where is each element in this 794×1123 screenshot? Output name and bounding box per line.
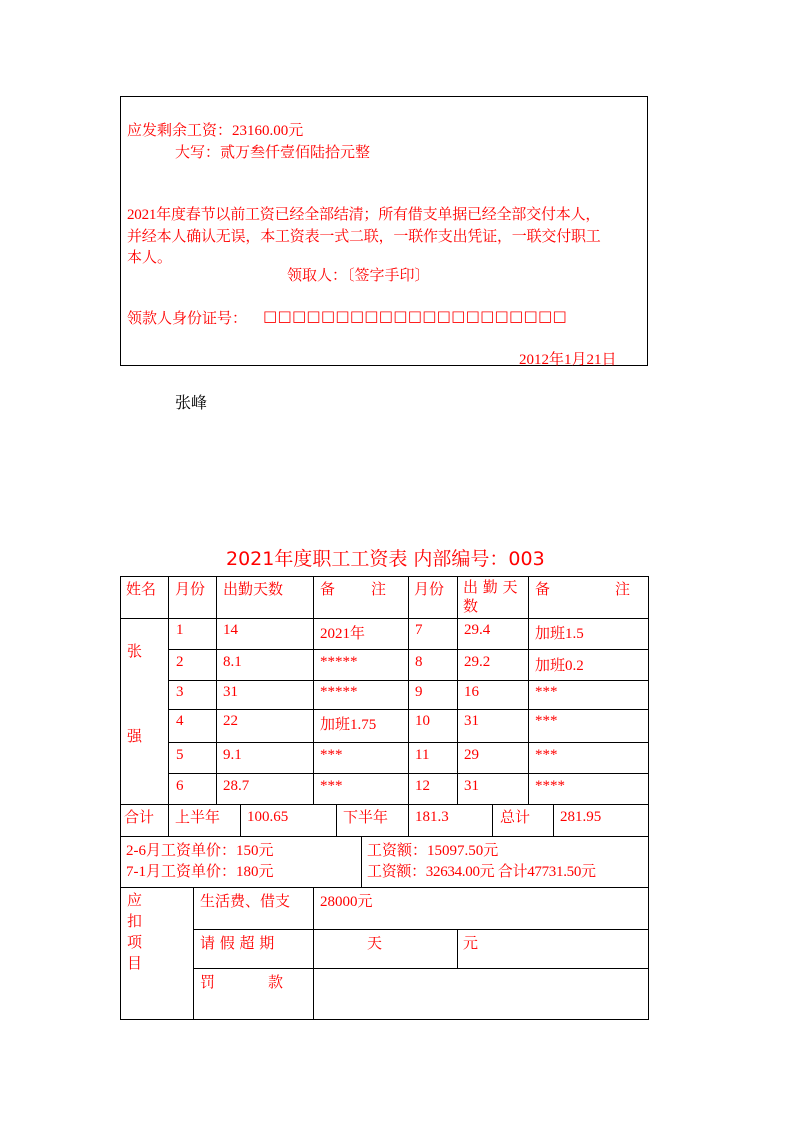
statement-line-2: 并经本人确认无误，本工资表一式二联，一联作支出凭证，一联交付职工 (127, 229, 601, 245)
month-cell: 12 (415, 778, 430, 794)
recipient-signature-label: 领取人：〔签字手印〕 (287, 268, 430, 284)
month-cell: 8 (415, 654, 423, 670)
attendance-cell: 22 (223, 713, 238, 729)
attendance-cell: 16 (464, 684, 479, 700)
rate-second-half: 7-1月工资单价：180元 (126, 864, 274, 880)
statement-line-1: 2021年度春节以前工资已经全部结清；所有借支单据已经全部交付本人， (127, 207, 601, 223)
attendance-cell: 28.7 (223, 778, 250, 794)
attendance-cell: 29.4 (464, 622, 491, 638)
first-half-label: 上半年 (175, 808, 221, 826)
deductions-label-1: 应 (127, 891, 143, 909)
attendance-cell: 9.1 (223, 747, 242, 763)
amount-second-half-and-total: 工资额：32634.00元 合计47731.50元 (367, 864, 596, 880)
month-cell: 5 (176, 747, 184, 763)
header-month-2: 月份 (414, 580, 445, 598)
rate-first-half: 2-6月工资单价：150元 (126, 843, 274, 859)
month-cell: 7 (415, 622, 423, 638)
employee-name-second: 强 (127, 727, 143, 745)
attendance-cell: 14 (223, 622, 238, 638)
id-number-boxes: □□□□□□□□□□□□□□□□□□□□□ (263, 307, 567, 325)
header-month: 月份 (175, 580, 206, 598)
remark-cell: 2021年 (320, 626, 366, 642)
fine-label: 罚 款 (200, 973, 286, 991)
remark-cell: 加班1.75 (320, 717, 377, 733)
month-cell: 9 (415, 684, 423, 700)
grand-total-value: 281.95 (560, 809, 602, 825)
remark-cell: *** (320, 747, 343, 763)
deductions-label-4: 目 (127, 954, 143, 972)
remaining-pay: 应发剩余工资：23160.00元 (127, 123, 304, 139)
header-name: 姓名 (126, 580, 157, 598)
deductions-label-2: 扣 (127, 912, 143, 930)
leave-overdue-label: 请 假 超 期 (200, 934, 275, 952)
remark-cell: 加班0.2 (535, 658, 584, 674)
leave-yuan-unit: 元 (463, 934, 479, 952)
month-cell: 3 (176, 684, 184, 700)
remark-cell: *** (535, 713, 558, 729)
totals-label: 合计 (124, 808, 155, 826)
remark-cell: ***** (320, 684, 358, 700)
attendance-cell: 31 (223, 684, 238, 700)
month-cell: 10 (415, 713, 430, 729)
header-remark: 备 注 (320, 580, 389, 598)
attendance-cell: 31 (464, 713, 479, 729)
remark-cell: ***** (320, 654, 358, 670)
remark-cell: *** (535, 684, 558, 700)
amount-in-words: 大写：贰万叁仟壹佰陆拾元整 (175, 145, 371, 161)
remark-cell: *** (535, 747, 558, 763)
id-number-label: 领款人身份证号： (127, 311, 248, 327)
attendance-cell: 8.1 (223, 654, 242, 670)
handwritten-signature: 张峰 (175, 393, 208, 412)
month-cell: 2 (176, 654, 184, 670)
header-attendance-2: 出 勤 天 数 (463, 578, 518, 615)
remark-cell: **** (535, 778, 565, 794)
employee-name-first: 张 (127, 642, 143, 660)
statement-line-3: 本人。 (127, 250, 173, 266)
remark-cell: *** (320, 778, 343, 794)
second-half-label: 下半年 (343, 808, 389, 826)
header-remark-2: 备 注 (535, 580, 636, 598)
first-half-value: 100.65 (247, 809, 289, 825)
second-half-value: 181.3 (415, 809, 449, 825)
month-cell: 4 (176, 713, 184, 729)
month-cell: 6 (176, 778, 184, 794)
header-attendance: 出勤天数 (223, 580, 284, 598)
remark-cell: 加班1.5 (535, 626, 584, 642)
receipt-date: 2012年1月21日 (519, 352, 617, 368)
leave-days-unit: 天 (367, 934, 383, 952)
living-expense-value: 28000元 (320, 894, 373, 910)
living-expense-label: 生活费、借支 (200, 892, 291, 910)
table-title: 2021年度职工工资表 内部编号：003 (226, 548, 545, 570)
amount-first-half: 工资额：15097.50元 (367, 843, 499, 859)
deductions-label-3: 项 (127, 933, 143, 951)
attendance-cell: 29 (464, 747, 479, 763)
attendance-cell: 31 (464, 778, 479, 794)
attendance-cell: 29.2 (464, 654, 491, 670)
grand-total-label: 总计 (500, 808, 531, 826)
month-cell: 11 (415, 747, 430, 763)
month-cell: 1 (176, 622, 184, 638)
